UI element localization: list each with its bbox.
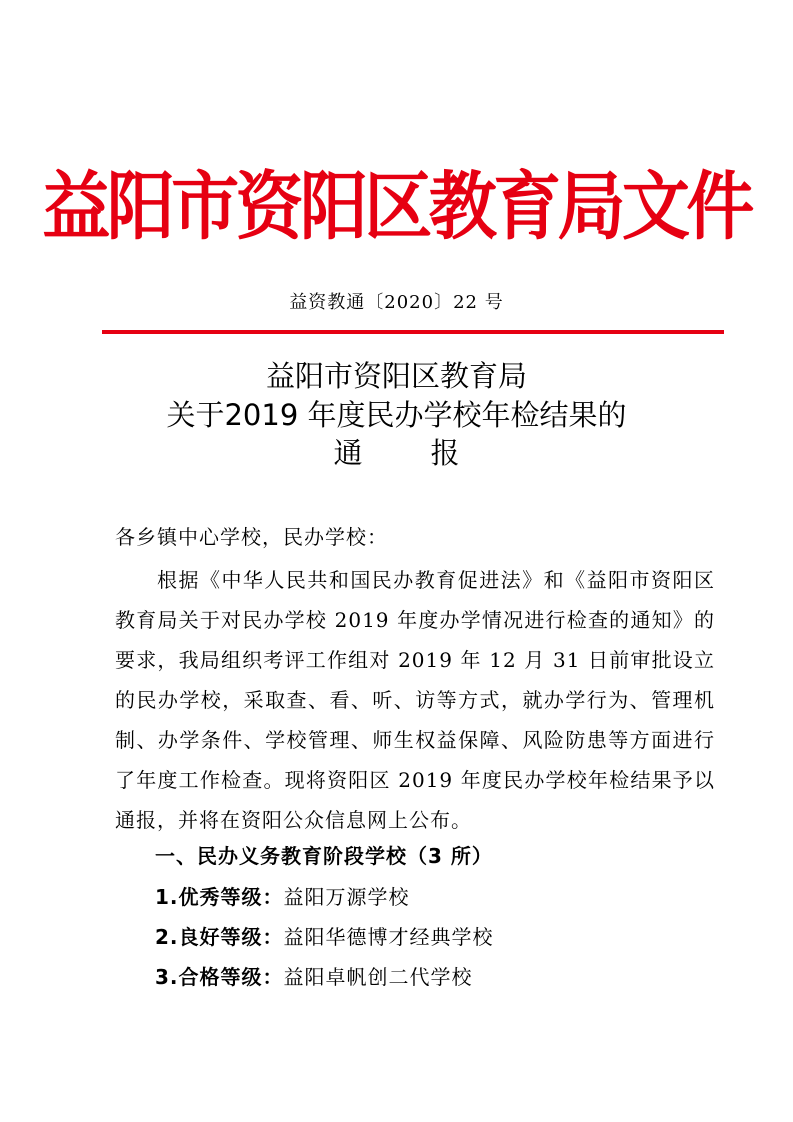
section-heading [155, 836, 493, 876]
notice-title-line2: 关于2019 年度民办学校年检结果的 [166, 398, 627, 432]
section-heading-text: 一、民办义务教育阶段学校（3 所） [155, 844, 493, 868]
notice-title-line1: 益阳市资阳区教育局 [265, 359, 527, 393]
item-label: 3.合格等级： [155, 965, 284, 989]
red-header-title: 益阳市资阳区教育局文件 [42, 164, 751, 250]
list-item [155, 877, 410, 917]
list-item [155, 957, 473, 997]
item-value: 益阳万源学校 [283, 885, 410, 909]
notice-title-line3: 通报 [333, 436, 528, 470]
red-divider-line [102, 330, 724, 334]
body-paragraph: 根据《中华人民共和国民办教育促进法》和《益阳市资阳区教育局关于对民办学校 2019 年度办学情况进行检查的通知》的要求，我局组织考评工作组对 2019 年 12 月 31 日前审批设立的民办学校，采取查、看、听、访等方式，就办学行为、管理机制、办学条件、学校管理、师生权益保障、风险防患等方面进行了年度工作检查。现将资阳区 2019 年度民办学校年检结果予以通报，并将在资阳公众信息网上公布。 [115, 568, 715, 832]
item-value: 益阳卓帆创二代学校 [283, 965, 473, 989]
item-label: 2.良好等级： [155, 925, 284, 949]
greeting: 各乡镇中心学校，民办学校： [115, 525, 388, 549]
list-item [155, 917, 494, 957]
item-value: 益阳华德博才经典学校 [283, 925, 494, 949]
item-label: 1.优秀等级： [155, 885, 284, 909]
document-number: 益资教通〔2020〕22 号 [289, 292, 504, 313]
